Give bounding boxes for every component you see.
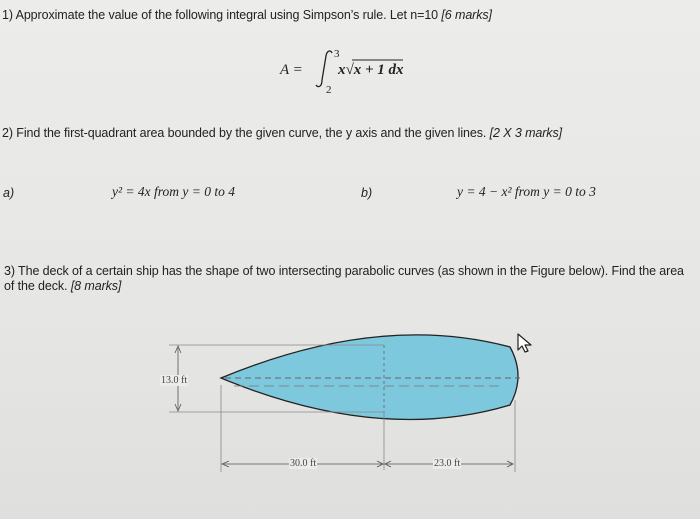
ship-deck-shape (221, 335, 518, 420)
part-b-equation: y = 4 − x² from y = 0 to 3 (457, 184, 596, 199)
formula-lower-limit: 2 (326, 84, 332, 94)
question-1-marks: [6 marks] (441, 8, 492, 22)
formula-integrand: x√x + 1 dx (338, 62, 404, 78)
question-3-marks: [8 marks] (70, 279, 122, 293)
right-length-label: 23.0 ft (434, 458, 461, 469)
part-b-label: b) (361, 186, 373, 200)
question-1-text: 1) Approximate the value of the following integral using Simpson’s rule. Let n=10 (2, 8, 442, 22)
question-2-text: 2) Find the first-quadrant area bounded by the given curve, the y axis and the given lines. (2, 126, 490, 140)
question-2-marks: [2 X 3 marks] (489, 126, 562, 140)
formula-upper-limit: 3 (334, 48, 340, 60)
question-3-text: 3) The deck of a certain ship has the shape of two intersecting parabolic curves (as shown in the Figure below). Find the area of the deck. (4, 264, 684, 293)
formula-lhs: A = (280, 62, 303, 78)
left-length-label: 30.0 ft (290, 458, 317, 469)
part-a-label: a) (3, 186, 15, 200)
part-a-equation: y² = 4x from y = 0 to 4 (112, 184, 235, 199)
height-label: 13.0 ft (161, 375, 188, 386)
mouse-pointer-icon (516, 332, 534, 359)
